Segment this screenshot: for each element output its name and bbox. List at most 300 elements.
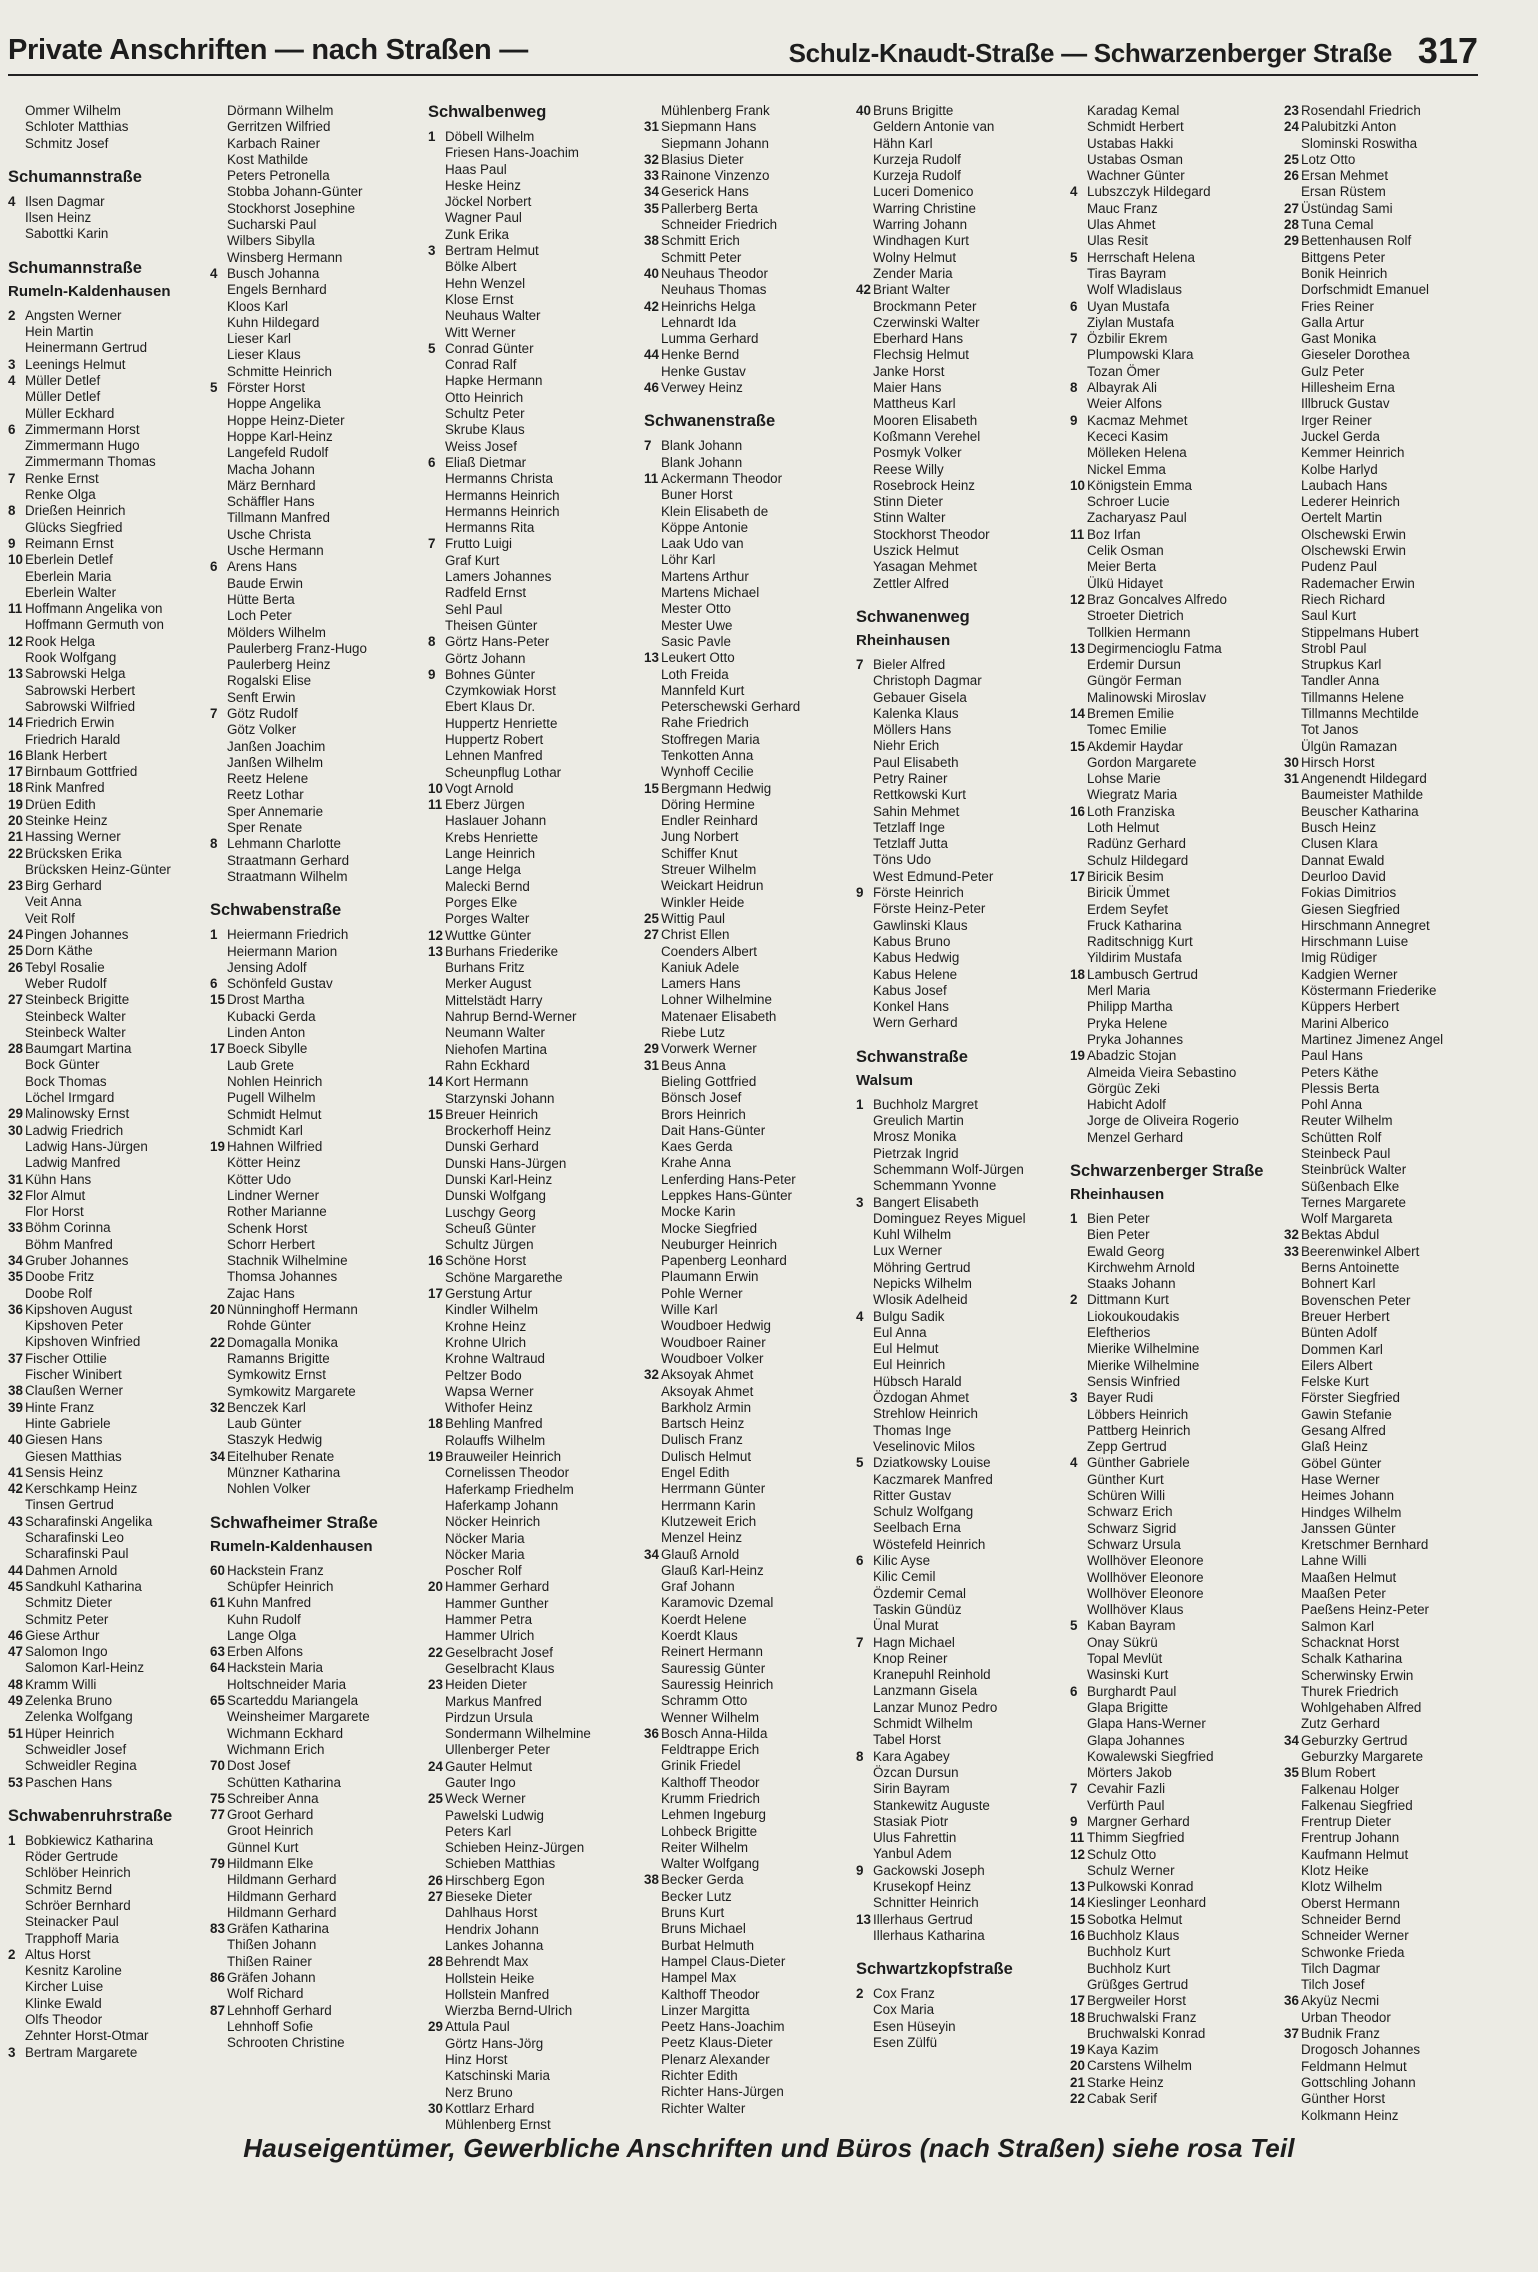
resident-entry	[1284, 641, 1484, 657]
resident-name: Schulz Wolfgang	[873, 1504, 974, 1520]
resident-name: Habicht Adolf	[1087, 1097, 1166, 1113]
resident-name: Güngör Ferman	[1087, 673, 1182, 689]
resident-name: Hein Martin	[25, 324, 94, 340]
resident-name: Krusekopf Heinz	[873, 1878, 972, 1894]
resident-entry	[1284, 478, 1484, 494]
resident-entry	[8, 976, 214, 992]
resident-name: Marini Alberico	[1301, 1015, 1389, 1031]
resident-entry	[1070, 1439, 1270, 1455]
resident-name: Heiermann Friedrich	[227, 927, 349, 943]
resident-entry	[8, 1009, 214, 1025]
resident-name: Schütten Rolf	[1301, 1129, 1382, 1145]
house-number: 18	[8, 780, 23, 796]
resident-name: Linden Anton	[227, 1025, 306, 1041]
resident-entry	[428, 1954, 628, 1970]
resident-entry	[644, 201, 844, 217]
resident-entry	[210, 1221, 410, 1237]
resident-entry	[8, 389, 214, 405]
house-number: 11	[644, 470, 659, 486]
resident-name: Gauter Helmut	[445, 1758, 533, 1774]
resident-entry	[1284, 217, 1484, 233]
resident-entry	[1070, 1977, 1270, 1993]
resident-name: Hirschmann Luise	[1301, 934, 1409, 950]
resident-entry	[428, 145, 628, 161]
resident-entry	[644, 103, 844, 119]
resident-entry	[210, 1172, 410, 1188]
resident-name: Radünz Gerhard	[1087, 836, 1186, 852]
resident-entry	[8, 1546, 214, 1562]
resident-name: Liokoukoudakis	[1087, 1308, 1180, 1324]
house-number: 19	[210, 1139, 225, 1155]
resident-entry	[1070, 2075, 1270, 2091]
resident-name: Laak Udo van	[661, 536, 744, 552]
resident-entry	[856, 217, 1056, 233]
resident-name: Bieling Gottfried	[661, 1073, 757, 1089]
footer-note: Hauseigentümer, Gewerbliche Anschriften und Büros (nach Straßen) siehe rosa Teil	[243, 2133, 1295, 2163]
resident-name: Becker Gerda	[661, 1872, 744, 1888]
resident-entry	[644, 1661, 844, 1677]
house-number: 11	[1070, 1830, 1085, 1846]
resident-name: Löhr Karl	[661, 552, 716, 568]
resident-name: Dait Hans-Günter	[661, 1122, 766, 1138]
resident-name: Briant Walter	[873, 282, 950, 298]
resident-name: Hirschmann Annegret	[1301, 917, 1430, 933]
house-number: 7	[8, 470, 16, 486]
resident-name: Riebe Lutz	[661, 1025, 726, 1041]
resident-entry	[428, 1645, 628, 1661]
resident-entry	[210, 1009, 410, 1025]
resident-name: Hammer Petra	[445, 1612, 533, 1628]
house-number: 10	[8, 552, 23, 568]
resident-entry	[210, 787, 410, 803]
resident-entry	[8, 1644, 214, 1660]
resident-entry	[1070, 722, 1270, 738]
resident-name: Riech Richard	[1301, 591, 1386, 607]
resident-name: Kilic Cemil	[873, 1569, 936, 1585]
resident-name: Klose Ernst	[445, 291, 514, 307]
resident-entry	[644, 650, 844, 666]
resident-name: Sper Renate	[227, 820, 303, 836]
resident-name: Christoph Dagmar	[873, 673, 982, 689]
resident-name: Menzel Gerhard	[1087, 1129, 1184, 1145]
resident-entry	[1284, 1211, 1484, 1227]
resident-name: Peters Petronella	[227, 168, 330, 184]
resident-entry	[856, 543, 1056, 559]
house-number: 26	[8, 959, 23, 975]
resident-entry	[856, 168, 1056, 184]
resident-entry	[428, 1058, 628, 1074]
resident-name: Münzner Katharina	[227, 1465, 341, 1481]
resident-name: Nöcker Maria	[445, 1546, 525, 1562]
house-number: 46	[644, 380, 659, 396]
resident-entry	[8, 1882, 214, 1898]
resident-entry	[644, 699, 844, 715]
resident-name: Schmitt Erich	[661, 233, 740, 249]
resident-name: Kaczmarek Manfred	[873, 1471, 993, 1487]
resident-entry	[8, 136, 214, 152]
resident-entry	[1070, 1065, 1270, 1081]
resident-name: Gordon Margarete	[1087, 754, 1197, 770]
resident-entry	[428, 976, 628, 992]
resident-entry	[1284, 1097, 1484, 1113]
resident-entry	[1070, 1944, 1270, 1960]
resident-name: Biricik Ümmet	[1087, 885, 1170, 901]
resident-entry	[210, 1384, 410, 1400]
resident-entry	[1070, 608, 1270, 624]
resident-entry	[856, 233, 1056, 249]
resident-name: Cox Franz	[873, 1986, 935, 2002]
resident-entry	[1284, 2108, 1484, 2124]
resident-entry	[8, 1898, 214, 1914]
resident-name: Thomas Inge	[873, 1422, 952, 1438]
resident-name: Schmitte Heinrich	[227, 363, 332, 379]
resident-name: Nöcker Heinrich	[445, 1514, 541, 1530]
street-heading: Schwanstraße	[856, 1047, 968, 1066]
resident-entry	[210, 1612, 410, 1628]
resident-name: Neuburger Heinrich	[661, 1236, 778, 1252]
resident-entry	[8, 1563, 214, 1579]
house-number: 44	[8, 1562, 23, 1578]
resident-entry	[1284, 576, 1484, 592]
resident-entry	[856, 1162, 1056, 1178]
resident-entry	[428, 618, 628, 634]
resident-entry	[428, 406, 628, 422]
resident-entry	[210, 1970, 410, 1986]
resident-entry	[1284, 1928, 1484, 1944]
resident-entry	[8, 1726, 214, 1742]
resident-entry	[428, 634, 628, 650]
resident-name: Steinacker Paul	[25, 1914, 119, 1930]
resident-name: Budnik Franz	[1301, 2026, 1380, 2042]
resident-name: Dittmann Kurt	[1087, 1292, 1169, 1308]
resident-entry	[1284, 1993, 1484, 2009]
resident-name: Behling Manfred	[445, 1416, 543, 1432]
resident-name: Bulgu Sadik	[873, 1308, 945, 1324]
resident-entry	[210, 625, 410, 641]
resident-name: Rahn Eckhard	[445, 1057, 530, 1073]
resident-name: Birnbaum Gottfried	[25, 764, 138, 780]
resident-name: Erdem Seyfet	[1087, 901, 1169, 917]
resident-name: Maaßen Peter	[1301, 1586, 1386, 1602]
resident-name: Gesang Alfred	[1301, 1423, 1386, 1439]
resident-entry	[210, 1318, 410, 1334]
resident-entry	[644, 1547, 844, 1563]
resident-entry	[856, 1423, 1056, 1439]
resident-entry	[8, 878, 214, 894]
resident-entry	[428, 928, 628, 944]
resident-entry	[644, 1384, 844, 1400]
resident-entry	[644, 846, 844, 862]
resident-entry	[644, 1139, 844, 1155]
resident-entry	[856, 967, 1056, 983]
resident-name: Müller Detlef	[25, 372, 101, 388]
resident-entry	[644, 1123, 844, 1139]
resident-entry	[856, 1439, 1056, 1455]
resident-entry	[856, 250, 1056, 266]
resident-name: Dörmann Wilhelm	[227, 103, 334, 118]
resident-name: Flor Horst	[25, 1204, 84, 1220]
resident-name: Meier Berta	[1087, 559, 1157, 575]
resident-name: Onay Sükrü	[1087, 1634, 1158, 1650]
resident-name: Tebyl Rosalie	[25, 959, 105, 975]
house-number: 4	[1070, 184, 1078, 200]
resident-name: Lederer Heinrich	[1301, 494, 1400, 510]
resident-entry	[644, 715, 844, 731]
resident-entry	[1284, 950, 1484, 966]
resident-name: Kolkmann Heinz	[1301, 2107, 1399, 2123]
resident-entry	[1284, 1456, 1484, 1472]
resident-name: Hermanns Rita	[445, 520, 535, 536]
resident-entry	[1070, 1260, 1270, 1276]
resident-name: Weinsheimer Margarete	[227, 1709, 370, 1725]
house-number: 36	[8, 1301, 23, 1317]
resident-entry	[1070, 706, 1270, 722]
resident-name: Buchholz Kurt	[1087, 1944, 1171, 1960]
resident-name: Niehr Erich	[873, 738, 940, 754]
street-heading: Schwalbenweg	[428, 103, 547, 121]
resident-name: Götz Rudolf	[227, 705, 298, 721]
resident-name: Palubitzki Anton	[1301, 119, 1397, 135]
resident-entry	[644, 895, 844, 911]
resident-name: Heske Heinz	[445, 177, 521, 193]
resident-entry	[1070, 576, 1270, 592]
resident-name: Frutto Luigi	[445, 536, 512, 552]
resident-name: Graf Johann	[661, 1579, 735, 1595]
resident-name: Schorr Herbert	[227, 1236, 315, 1252]
resident-name: Möhring Gertrud	[873, 1259, 971, 1275]
resident-name: Rettkowski Kurt	[873, 787, 967, 803]
resident-name: Schemmann Wolf-Jürgen	[873, 1161, 1024, 1177]
resident-name: Kilic Ayse	[873, 1553, 931, 1569]
house-number: 20	[210, 1302, 225, 1318]
house-number: 3	[1070, 1390, 1078, 1406]
resident-entry	[1284, 836, 1484, 852]
resident-entry	[1284, 1407, 1484, 1423]
resident-entry	[856, 1195, 1056, 1211]
resident-name: Salomon Karl-Heinz	[25, 1660, 145, 1676]
resident-entry	[1284, 347, 1484, 363]
resident-name: Eberlein Detlef	[25, 552, 113, 568]
resident-name: Döring Hermine	[661, 796, 755, 812]
resident-name: Heiden Dieter	[445, 1677, 527, 1693]
resident-entry	[1284, 1162, 1484, 1178]
resident-entry	[210, 315, 410, 331]
resident-name: Usche Hermann	[227, 543, 324, 559]
resident-name: Jensing Adolf	[227, 959, 307, 975]
resident-entry	[8, 617, 214, 633]
resident-name: Kemmer Heinrich	[1301, 445, 1405, 461]
resident-name: Bonik Heinrich	[1301, 265, 1388, 281]
resident-entry	[428, 1514, 628, 1530]
resident-entry	[856, 836, 1056, 852]
resident-name: Esen Zülfü	[873, 2035, 938, 2051]
house-number: 15	[644, 780, 659, 796]
resident-entry	[856, 1455, 1056, 1471]
resident-name: Geburzky Margarete	[1301, 1748, 1424, 1764]
resident-name: Starzynski Johann	[445, 1090, 555, 1106]
resident-name: Cabak Serif	[1087, 2091, 1157, 2107]
resident-name: Müller Eckhard	[25, 405, 115, 421]
resident-name: Ewald Georg	[1087, 1243, 1165, 1259]
resident-name: Schweidler Regina	[25, 1758, 137, 1774]
resident-name: Peltzer Bodo	[445, 1367, 522, 1383]
house-number: 21	[1070, 2074, 1085, 2090]
resident-name: Pirdzun Ursula	[445, 1709, 533, 1725]
resident-name: Hirschberg Egon	[445, 1872, 545, 1888]
resident-entry	[428, 1465, 628, 1481]
resident-name: Dulisch Franz	[661, 1432, 743, 1448]
resident-name: Becker Lutz	[661, 1888, 732, 1904]
resident-entry	[856, 755, 1056, 771]
resident-entry	[644, 569, 844, 585]
resident-name: Abadzic Stojan	[1087, 1048, 1177, 1064]
resident-entry	[856, 787, 1056, 803]
resident-entry	[1284, 152, 1484, 168]
house-number: 6	[210, 559, 218, 575]
resident-name: Leenings Helmut	[25, 356, 126, 372]
resident-name: Mooren Elisabeth	[873, 412, 978, 428]
resident-name: Woudboer Volker	[661, 1350, 764, 1366]
resident-entry	[1070, 1292, 1270, 1308]
resident-name: Rolauffs Wilhelm	[445, 1432, 546, 1448]
resident-entry	[644, 1172, 844, 1188]
resident-name: Martens Michael	[661, 585, 760, 601]
resident-entry	[8, 194, 214, 210]
resident-name: Bergmann Hedwig	[661, 780, 772, 796]
resident-name: Schulz Hildegard	[1087, 852, 1189, 868]
resident-entry	[1070, 820, 1270, 836]
resident-name: Koerdt Klaus	[661, 1628, 738, 1644]
resident-entry	[856, 282, 1056, 298]
resident-entry	[644, 2084, 844, 2100]
column-6	[1070, 103, 1270, 2107]
resident-entry	[1284, 592, 1484, 608]
resident-name: Stockhorst Theodor	[873, 526, 990, 542]
resident-name: Sper Annemarie	[227, 803, 324, 819]
resident-name: Zimmermann Hugo	[25, 438, 140, 454]
resident-name: Rogalski Elise	[227, 673, 312, 689]
resident-name: Plaumann Erwin	[661, 1269, 759, 1285]
resident-entry	[1284, 2059, 1484, 2075]
resident-entry	[428, 553, 628, 569]
resident-name: Schultz Jürgen	[445, 1237, 534, 1253]
resident-entry	[428, 2036, 628, 2052]
resident-name: Zimmermann Thomas	[25, 454, 156, 470]
resident-entry	[428, 1139, 628, 1155]
resident-entry	[1070, 2010, 1270, 2026]
resident-entry	[428, 1221, 628, 1237]
resident-entry	[1284, 1342, 1484, 1358]
resident-entry	[428, 227, 628, 243]
house-number: 22	[1070, 2091, 1085, 2107]
resident-name: Scherwinsky Erwin	[1301, 1667, 1414, 1683]
resident-name: Czymkowiak Horst	[445, 683, 556, 699]
house-number: 27	[428, 1889, 443, 1905]
resident-name: Stroeter Dietrich	[1087, 608, 1184, 624]
house-number: 70	[210, 1758, 225, 1774]
column-3	[428, 103, 628, 2134]
resident-name: Menzel Heinz	[661, 1530, 743, 1546]
house-number: 32	[644, 1367, 659, 1383]
resident-name: Rademacher Erwin	[1301, 575, 1415, 591]
resident-name: Rosebrock Heinz	[873, 477, 975, 493]
resident-name: Schieben Matthias	[445, 1856, 556, 1872]
resident-name: Wollhöver Eleonore	[1087, 1585, 1204, 1601]
house-number: 24	[8, 927, 23, 943]
resident-name: Niehofen Martina	[445, 1041, 547, 1057]
resident-entry	[644, 1710, 844, 1726]
resident-name: Attula Paul	[445, 2019, 510, 2035]
resident-name: Paulerberg Heinz	[227, 657, 331, 673]
resident-entry	[1284, 1896, 1484, 1912]
house-number: 75	[210, 1790, 225, 1806]
house-number: 35	[644, 200, 659, 216]
resident-name: Schneider Werner	[1301, 1928, 1409, 1944]
resident-name: Gräfen Katharina	[227, 1921, 329, 1937]
resident-name: Sobotka Helmut	[1087, 1911, 1183, 1927]
resident-entry	[210, 1367, 410, 1383]
resident-entry	[644, 1204, 844, 1220]
resident-entry	[1284, 184, 1484, 200]
resident-name: Aksoyak Ahmet	[661, 1383, 754, 1399]
resident-name: Kottlarz Erhard	[445, 2100, 535, 2116]
resident-name: Glauß Karl-Heinz	[661, 1562, 764, 1578]
resident-entry	[644, 233, 844, 249]
resident-entry	[1070, 168, 1270, 184]
resident-entry	[856, 657, 1056, 673]
resident-entry	[856, 1211, 1056, 1227]
resident-name: Martens Arthur	[661, 568, 749, 584]
resident-name: Frentrup Dieter	[1301, 1814, 1392, 1830]
resident-entry	[8, 119, 214, 135]
resident-entry	[1284, 201, 1484, 217]
resident-entry	[428, 1123, 628, 1139]
resident-entry	[1284, 396, 1484, 412]
resident-entry	[8, 1025, 214, 1041]
resident-name: Lange Helga	[445, 862, 521, 878]
house-number: 9	[1070, 412, 1078, 428]
resident-entry	[210, 960, 410, 976]
resident-entry	[856, 1097, 1056, 1113]
resident-entry	[1070, 869, 1270, 885]
resident-entry	[1070, 1684, 1270, 1700]
resident-name: Maier Hans	[873, 380, 942, 396]
house-number: 25	[1284, 151, 1299, 167]
resident-name: Kaban Bayram	[1087, 1618, 1176, 1634]
resident-entry	[428, 1482, 628, 1498]
resident-entry	[1070, 1032, 1270, 1048]
resident-entry	[428, 748, 628, 764]
resident-entry	[428, 210, 628, 226]
resident-entry	[210, 1074, 410, 1090]
resident-name: Engels Bernhard	[227, 282, 327, 298]
house-number: 35	[1284, 1765, 1299, 1781]
resident-entry	[1070, 1912, 1270, 1928]
resident-name: Gieseler Dorothea	[1301, 347, 1410, 363]
resident-name: Groot Heinrich	[227, 1823, 314, 1839]
house-number: 23	[8, 878, 23, 894]
resident-entry	[856, 673, 1056, 689]
resident-name: Ulas Resit	[1087, 233, 1149, 249]
resident-entry	[8, 1139, 214, 1155]
house-number: 18	[428, 1416, 443, 1432]
resident-entry	[644, 1432, 844, 1448]
house-number: 7	[856, 656, 864, 672]
resident-entry	[1070, 103, 1270, 119]
resident-name: Luceri Domenico	[873, 184, 974, 200]
resident-entry	[856, 1374, 1056, 1390]
resident-name: Huppertz Henriette	[445, 715, 558, 731]
